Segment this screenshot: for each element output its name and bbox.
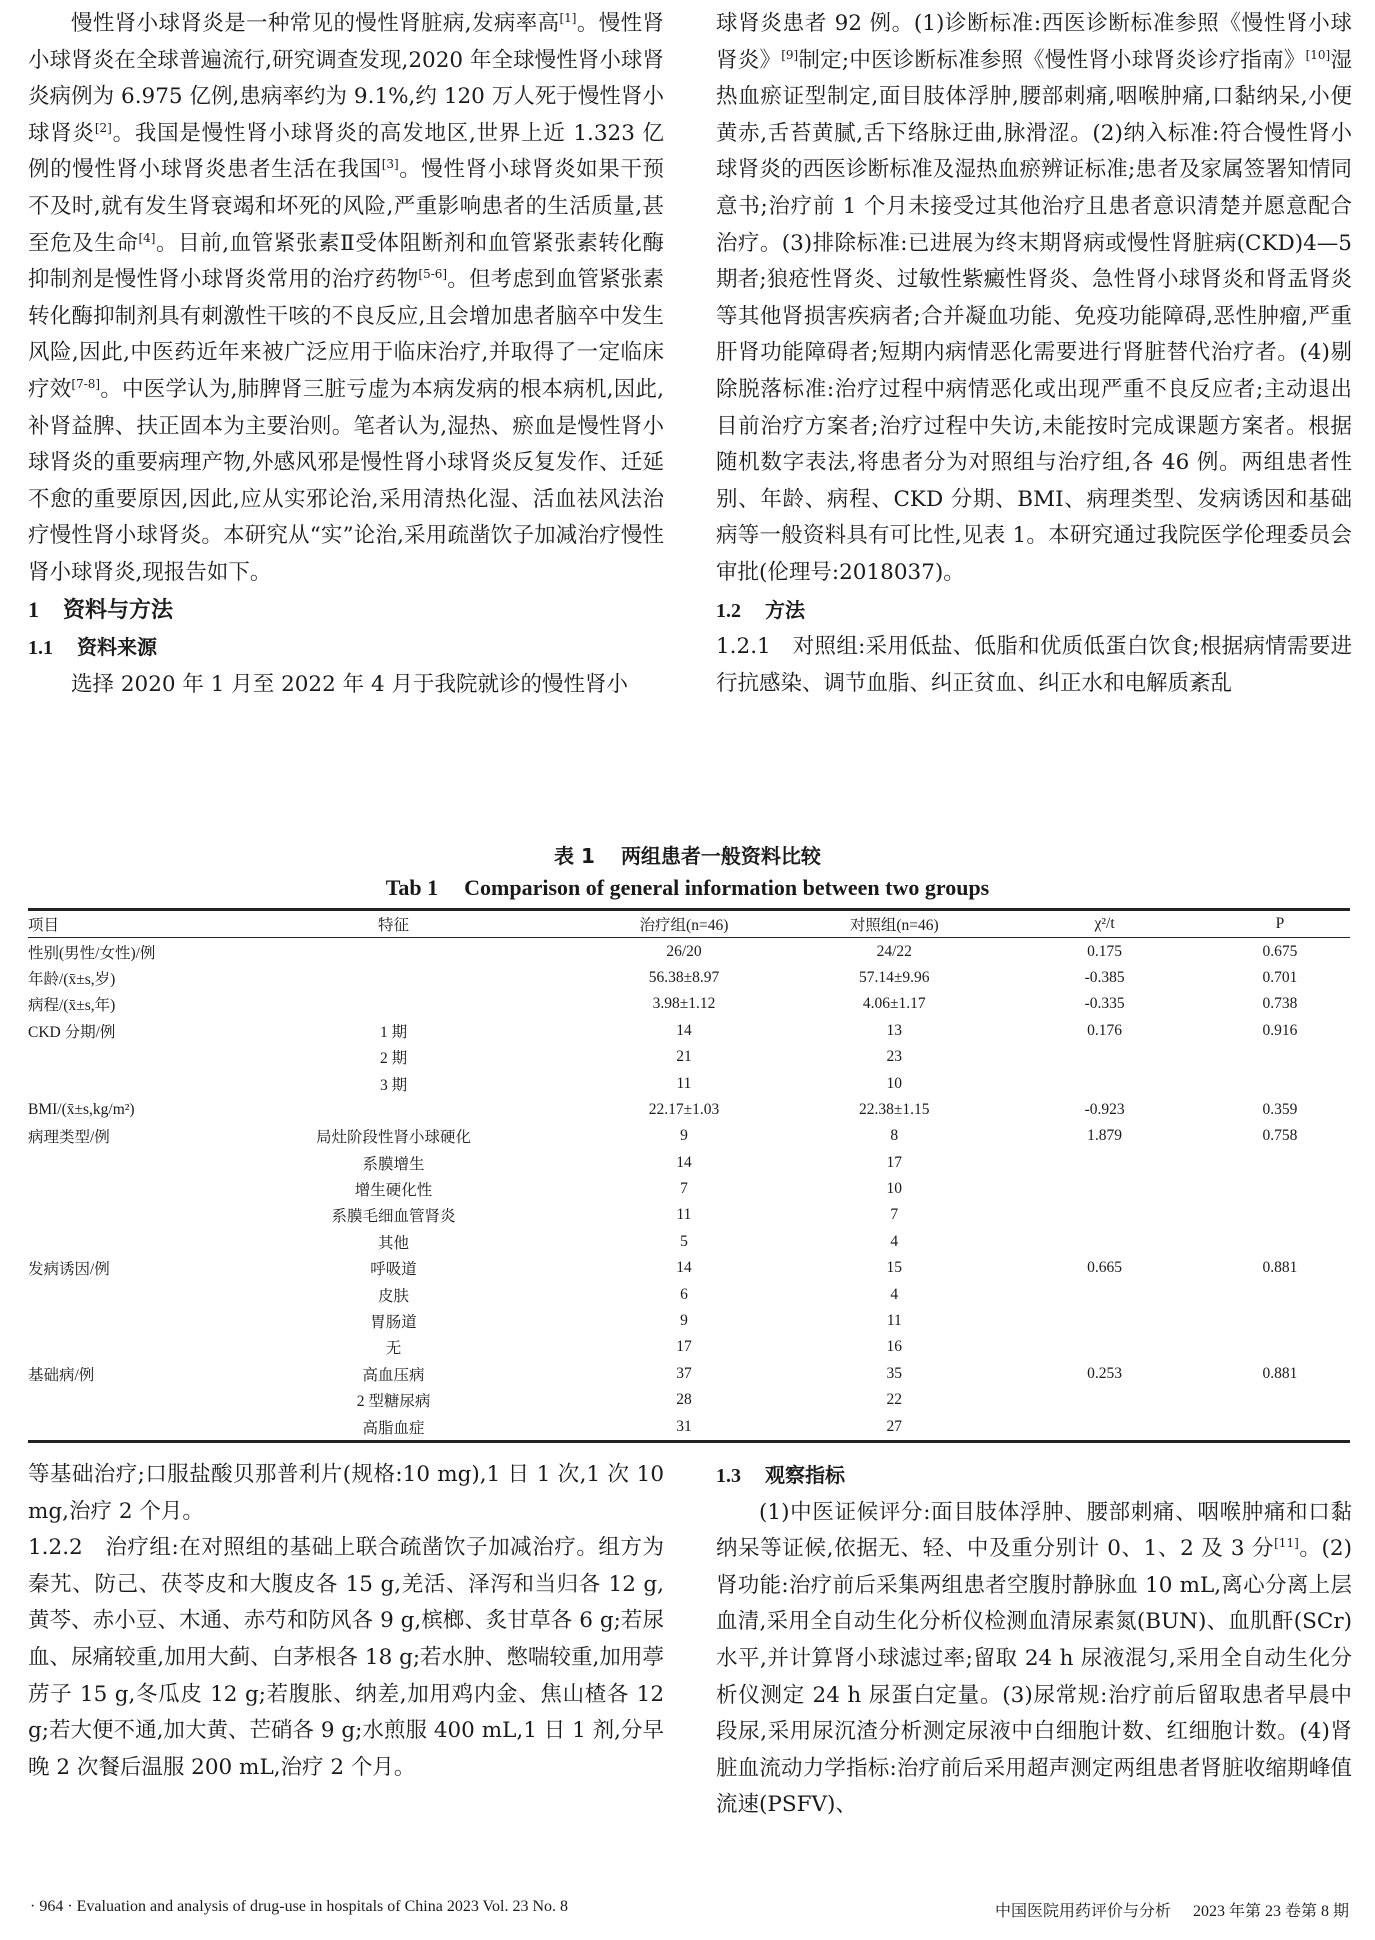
- table-cell: 8: [890, 1127, 899, 1145]
- footer-journal-cn: 中国医院用药评价与分析 2023 年第 23 卷第 8 期: [994, 1903, 1349, 1920]
- table-cell: 0.738: [1262, 995, 1298, 1013]
- table-row: [28, 1044, 1350, 1070]
- table-cell: [1210, 1334, 1350, 1360]
- table-cell: 0.701: [1262, 968, 1298, 986]
- column-header: P: [1275, 915, 1285, 933]
- citation-ref[interactable]: [9]: [781, 47, 799, 62]
- table-caption-cn: 表 1 两组患者一般资料比较: [554, 844, 821, 868]
- table-cell: 高脂血症: [362, 1419, 425, 1437]
- table-cell: 16: [886, 1338, 903, 1356]
- table-cell: 23: [886, 1048, 903, 1066]
- table-cell: 13: [886, 1021, 903, 1039]
- table-cell: 病理类型/例: [28, 1129, 110, 1147]
- table-cell: 17: [676, 1338, 692, 1356]
- table-cell: 呼吸道: [370, 1261, 417, 1279]
- table-row: [28, 1097, 1350, 1123]
- table-cell: [28, 1176, 208, 1202]
- table-cell: 系膜毛细血管肾炎: [331, 1208, 456, 1226]
- table-cell: [28, 1281, 208, 1307]
- table-cell: CKD 分期/例: [28, 1023, 116, 1041]
- table-cell: 56.38±8.97: [648, 968, 720, 986]
- table-cell: [999, 1413, 1209, 1441]
- table-cell: [28, 1229, 208, 1255]
- section-heading-1-3: 1.3 观察指标: [716, 1463, 845, 1487]
- table-cell: [28, 1070, 208, 1096]
- table-cell: 24/22: [876, 942, 912, 960]
- control-group-cont-paragraph: 等基础治疗;口服盐酸贝那普利片(规格:10 mg),1 日 1 次,1 次 10 mg,治疗 2 个月。: [28, 1462, 664, 1524]
- table-cell: 无: [385, 1340, 402, 1358]
- table-cell: [28, 1413, 208, 1441]
- table-row: [28, 1255, 1350, 1281]
- table-cell: 3 期: [379, 1076, 408, 1094]
- table-row: [28, 1229, 1350, 1255]
- citation-ref[interactable]: [11]: [1274, 1536, 1299, 1551]
- table-cell: 28: [676, 1391, 692, 1409]
- table-cell: [1210, 1150, 1350, 1176]
- table-row: [28, 1308, 1350, 1334]
- table-cell: 0.253: [1087, 1364, 1123, 1382]
- table-cell: 5: [680, 1232, 688, 1250]
- table-cell: 性别(男性/女性)/例: [28, 944, 156, 962]
- table-cell: 系膜增生: [362, 1155, 425, 1173]
- table-cell: [28, 1202, 208, 1228]
- table-cell: [999, 1229, 1209, 1255]
- table-cell: [1210, 1044, 1350, 1070]
- column-header: 治疗组(n=46): [639, 917, 729, 935]
- column-bottom-left: [28, 1457, 664, 1786]
- column-header: χ²/t: [1094, 915, 1115, 933]
- table-cell: 3.98±1.12: [652, 995, 716, 1013]
- table-body: [28, 938, 1350, 1441]
- column-header: 特征: [378, 917, 410, 935]
- table-cell: 年龄/(x̄±s,岁): [28, 970, 116, 988]
- table-cell: 皮肤: [378, 1287, 410, 1305]
- table-row: [28, 1018, 1350, 1044]
- table-cell: 2 期: [379, 1050, 408, 1068]
- citation-ref[interactable]: [7-8]: [71, 376, 101, 391]
- table-cell: 7: [680, 1180, 688, 1198]
- table-cell: [1210, 1281, 1350, 1307]
- treatment-group-paragraph: 1.2.2 治疗组:在对照组的基础上联合疏凿饮子加减治疗。组方为秦艽、防己、茯苓皮和大腹皮各 15 g,羌活、泽泻和当归各 12 g,黄芩、赤小豆、木通、赤芍和防风各 9 g,槟榔、炙甘草各 6 g;若尿血、尿痛较重,加用大蓟、白茅根各 18 g;若水肿、憋喘较重,加用葶苈子 15 g,冬瓜皮 12 g;若腹胀、纳差,加用鸡内金、焦山楂各 12 g;若大便不通,加大黄、芒硝各 9 g;水煎服 400 mL,1 日 1 剂,分早晚 2 次餐后温服 200 mL,治疗 2 个月。: [28, 1535, 664, 1780]
- table-cell: [28, 1044, 208, 1070]
- table-cell: [208, 965, 579, 991]
- table-cell: 1 期: [379, 1023, 408, 1041]
- control-group-paragraph: 1.2.1 对照组:采用低盐、低脂和优质低蛋白饮食;根据病情需要进行抗感染、调节血脂、纠正贫血、纠正水和电解质紊乱: [716, 634, 1352, 696]
- table-cell: 局灶阶段性肾小球硬化: [316, 1129, 472, 1147]
- table-cell: 病程/(x̄±s,年): [28, 997, 116, 1015]
- general-info-table: [28, 908, 1350, 1443]
- table-cell: -0.923: [1084, 1100, 1125, 1118]
- citation-ref[interactable]: [2]: [94, 120, 112, 135]
- table-cell: 35: [886, 1364, 903, 1382]
- table-row: [28, 1387, 1350, 1413]
- section-heading-1-1: 1.1 资料来源: [28, 635, 157, 660]
- table-cell: 11: [676, 1206, 692, 1224]
- table-cell: [28, 1334, 208, 1360]
- table-row: [28, 1123, 1350, 1149]
- table-cell: 10: [886, 1180, 903, 1198]
- table-row: [28, 1176, 1350, 1202]
- table-cell: 14: [676, 1021, 692, 1039]
- table-cell: [999, 1176, 1209, 1202]
- table-cell: 4: [890, 1285, 899, 1303]
- table-cell: 9: [680, 1312, 688, 1330]
- table-cell: [208, 938, 579, 965]
- table-cell: [999, 1281, 1209, 1307]
- table-row: [28, 1281, 1350, 1307]
- table-cell: 15: [886, 1259, 903, 1277]
- table-cell: 9: [680, 1127, 688, 1145]
- table-cell: 增生硬化性: [354, 1182, 433, 1200]
- table-cell: 0.916: [1262, 1021, 1298, 1039]
- citation-ref[interactable]: [10]: [1305, 47, 1331, 62]
- table-caption-en: Tab 1 Comparison of general information between two groups: [385, 875, 990, 900]
- table-cell: 57.14±9.96: [859, 968, 930, 986]
- table-cell: 0.665: [1087, 1259, 1123, 1277]
- table-cell: 22.38±1.15: [859, 1100, 930, 1118]
- table-cell: [1210, 1229, 1350, 1255]
- table-cell: 31: [676, 1417, 692, 1435]
- section-heading-1: 1 资料与方法: [28, 596, 174, 623]
- table-cell: 基础病/例: [28, 1366, 95, 1384]
- table-cell: [1210, 1202, 1350, 1228]
- table-row: [28, 1413, 1350, 1441]
- table-cell: 37: [676, 1364, 692, 1382]
- table-cell: 27: [886, 1417, 903, 1435]
- table-cell: 11: [676, 1074, 692, 1092]
- table-cell: 高血压病: [362, 1366, 425, 1384]
- table-cell: 26/20: [666, 942, 702, 960]
- citation-ref[interactable]: [5-6]: [418, 267, 448, 281]
- table-cell: 0.359: [1262, 1100, 1298, 1118]
- citation-ref[interactable]: [3]: [381, 157, 399, 172]
- table-cell: 4.06±1.17: [862, 995, 926, 1013]
- table-cell: [999, 1070, 1209, 1096]
- table-row: [28, 1070, 1350, 1096]
- table-cell: [1210, 1176, 1350, 1202]
- observation-paragraph: (1)中医证候评分:面目肢体浮肿、腰部刺痛、咽喉肿痛和口黏纳呆等证候,依据无、轻、中及重分别计 0、1、2 及 3 分[11]。(2)肾功能:治疗前后采集两组患者空腹肘静脉血 10 mL,离心分离上层血清,采用全自动生化分析仪检测血清尿素氮(BUN)、血肌酐(SCr)水平,并计算肾小球滤过率;留取 24 h 尿液混匀,采用全自动生化分析仪测定 24 h 尿蛋白定量。(3)尿常规:治疗前后留取患者早晨中段尿,采用尿沉渣分析测定尿液中白细胞计数、红细胞计数。(4)肾脏血流动力学指标:治疗前后采用超声测定两组患者肾脏收缩期峰值流速(PSFV)、: [716, 1499, 1352, 1818]
- table-cell: 22.17±1.03: [648, 1100, 720, 1118]
- citation-ref[interactable]: [4]: [138, 230, 156, 245]
- table-row: [28, 1202, 1350, 1228]
- table-row: [28, 965, 1350, 991]
- column-header: 对照组(n=46): [849, 917, 939, 935]
- table-cell: [1210, 1308, 1350, 1334]
- table-cell: [28, 1150, 208, 1176]
- table-cell: 21: [676, 1048, 692, 1066]
- table-row: [28, 1334, 1350, 1360]
- table-cell: 10: [886, 1074, 903, 1092]
- table-cell: [999, 1387, 1209, 1413]
- column-top-left: [28, 6, 664, 703]
- table-cell: -0.335: [1084, 995, 1125, 1013]
- table-cell: [28, 1308, 208, 1334]
- table-cell: [1210, 1413, 1350, 1441]
- table-cell: BMI/(x̄±s,kg/m²): [28, 1100, 135, 1118]
- table-cell: 22: [886, 1391, 903, 1409]
- table-cell: 1.879: [1087, 1127, 1123, 1145]
- table-row: [28, 938, 1350, 965]
- table-cell: 0.881: [1262, 1259, 1298, 1277]
- source-paragraph: 选择 2020 年 1 月至 2022 年 4 月于我院就诊的慢性肾小: [71, 671, 628, 697]
- table-row: [28, 991, 1350, 1017]
- table-cell: [208, 1097, 579, 1123]
- table-cell: 17: [886, 1153, 903, 1171]
- table-cell: 发病诱因/例: [28, 1261, 110, 1279]
- table-cell: 0.881: [1262, 1364, 1298, 1382]
- table-cell: [999, 1308, 1209, 1334]
- table-cell: 2 型糖尿病: [356, 1393, 431, 1411]
- intro-paragraph: 慢性肾小球肾炎是一种常见的慢性肾脏病,发病率高[1]。慢性肾小球肾炎在全球普遍流行,研究调查发现,2020 年全球慢性肾小球肾炎病例为 6.975 亿例,患病率约为 9.1%,约 120 万人死于慢性肾小球肾炎[2]。我国是慢性肾小球肾炎的高发地区,世界上近 1.323 亿例的慢性肾小球肾炎患者生活在我国[3]。慢性肾小球肾炎如果干预不及时,就有发生肾衰竭和坏死的风险,严重影响患者的生活质量,甚至危及生命[4]。目前,血管紧张素Ⅱ受体阻断剂和血管紧张素转化酶抑制剂是慢性肾小球肾炎常用的治疗药物[5-6]。但考虑到血管紧张素转化酶抑制剂具有刺激性干咳的不良反应,且会增加患者脑卒中发生风险,因此,中医药近年来被广泛应用于临床治疗,并取得了一定临床疗效[7-8]。中医学认为,肺脾肾三脏亏虚为本病发病的根本病机,因此,补肾益脾、扶正固本为主要治则。笔者认为,湿热、瘀血是慢性肾小球肾炎的重要病理产物,外感风邪是慢性肾小球肾炎反复发作、迁延不愈的重要原因,因此,应从实邪论治,采用清热化湿、活血祛风法治疗慢性肾小球肾炎。本研究从“实”论治,采用疏凿饮子加减治疗慢性肾小球肾炎,现报告如下。: [28, 10, 664, 585]
- table-cell: 14: [676, 1259, 692, 1277]
- table-cell: [208, 991, 579, 1017]
- table-cell: 其他: [378, 1234, 410, 1252]
- table-cell: 14: [676, 1153, 692, 1171]
- table-row: [28, 1150, 1350, 1176]
- column-header: 项目: [28, 917, 60, 935]
- table-cell: [999, 1334, 1209, 1360]
- table-cell: 0.675: [1262, 942, 1298, 960]
- footer-journal-en: · 964 · Evaluation and analysis of drug-use in hospitals of China 2023 Vol. 23 No. 8: [30, 1898, 569, 1915]
- table-cell: 胃肠道: [370, 1314, 417, 1332]
- table-cell: 6: [680, 1285, 688, 1303]
- criteria-paragraph: 球肾炎患者 92 例。(1)诊断标准:西医诊断标准参照《慢性肾小球肾炎》[9]制定;中医诊断标准参照《慢性肾小球肾炎诊疗指南》[10]湿热血瘀证型制定,面目肢体浮肿,腰部刺痛,咽喉肿痛,口黏纳呆,小便黄赤,舌苔黄腻,舌下络脉迂曲,脉滑涩。(2)纳入标准:符合慢性肾小球肾炎的西医诊断标准及湿热血瘀辨证标准;患者及家属签署知情同意书;治疗前 1 个月未接受过其他治疗且患者意识清楚并愿意配合治疗。(3)排除标准:已进展为终末期肾病或慢性肾脏病(CKD)4—5 期者;狼疮性肾炎、过敏性紫癜性肾炎、急性肾小球肾炎和肾盂肾炎等其他肾损害疾病者;合并凝血功能、免疫功能障碍,恶性肿瘤,严重肝肾功能障碍者;短期内病情恶化需要进行肾脏替代治疗者。(4)剔除脱落标准:治疗过程中病情恶化或出现严重不良反应者;主动退出目前治疗方案者;治疗过程中失访,未能按时完成课题方案者。根据随机数字表法,将患者分为对照组与治疗组,各 46 例。两组患者性别、年龄、病程、CKD 分期、BMI、病理类型、发病诱因和基础病等一般资料具有可比性,见表 1。本研究通过我院医学伦理委员会审批(伦理号:2018037)。: [716, 11, 1352, 585]
- table-cell: 0.175: [1087, 942, 1123, 960]
- table-cell: 0.758: [1262, 1127, 1298, 1145]
- table-cell: 7: [890, 1206, 899, 1224]
- column-bottom-right: [716, 1457, 1352, 1824]
- table-cell: [999, 1150, 1209, 1176]
- section-heading-1-2: 1.2 方法: [716, 597, 805, 622]
- table-cell: [1210, 1387, 1350, 1413]
- table-cell: -0.385: [1084, 968, 1125, 986]
- table-cell: 0.176: [1087, 1021, 1123, 1039]
- table-cell: [999, 1202, 1209, 1228]
- table-cell: [999, 1044, 1209, 1070]
- table-cell: [1210, 1070, 1350, 1096]
- table-header-row: [28, 910, 1350, 938]
- table-cell: 4: [890, 1232, 899, 1250]
- column-top-right: [716, 6, 1352, 702]
- table-row: [28, 1361, 1350, 1387]
- citation-ref[interactable]: [1]: [559, 10, 577, 25]
- table-cell: 11: [886, 1312, 902, 1330]
- table-cell: [28, 1387, 208, 1413]
